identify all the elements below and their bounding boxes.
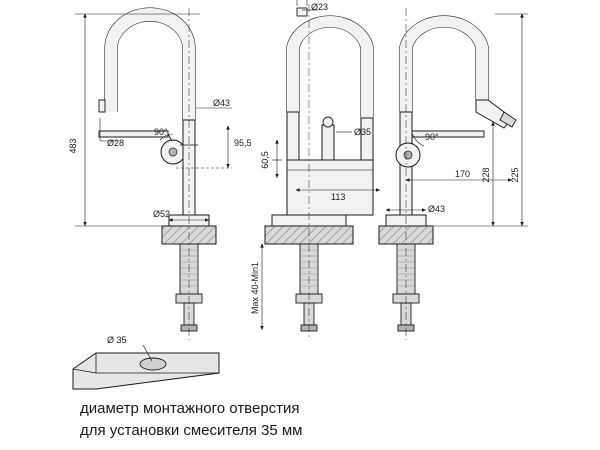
dim-dia43-label: Ø43: [213, 98, 231, 108]
dim-dia35-label: Ø35: [354, 127, 372, 137]
dim-angle90-label: 90°: [154, 127, 168, 137]
dim-dia43-right-label: Ø43: [428, 204, 446, 214]
dim-95-5-label: 95,5: [234, 138, 252, 148]
dim-170-label: 170: [455, 169, 471, 179]
countertop-view-geometry: [73, 345, 219, 389]
right-view-geometry: [379, 16, 516, 331]
caption-line-2: для установки смесителя 35 мм: [80, 421, 303, 439]
dim-60-5-label: 60,5: [260, 151, 270, 169]
dim-113-label: 113: [331, 192, 346, 202]
center-view-geometry: [265, 8, 373, 331]
dim-dia28-label: Ø28: [107, 138, 125, 148]
caption-block: [80, 398, 540, 442]
dim-dia35-hole-label: Ø 35: [107, 335, 127, 345]
left-view-geometry: [99, 8, 216, 331]
caption-line-1: диаметр монтажного отверстия: [80, 400, 300, 417]
dim-max40-min1-label: Max 40-Min1: [250, 261, 260, 315]
dim-dia23-label: Ø23: [311, 2, 329, 12]
left-view-dimensions: [75, 8, 232, 340]
dim-angle90-right-label: 90°: [425, 132, 439, 142]
dim-483-label: 483: [68, 138, 78, 154]
dim-225-label: 225: [510, 167, 520, 183]
dim-228-label: 228: [481, 167, 491, 183]
dim-dia52-label: Ø52: [153, 209, 171, 219]
